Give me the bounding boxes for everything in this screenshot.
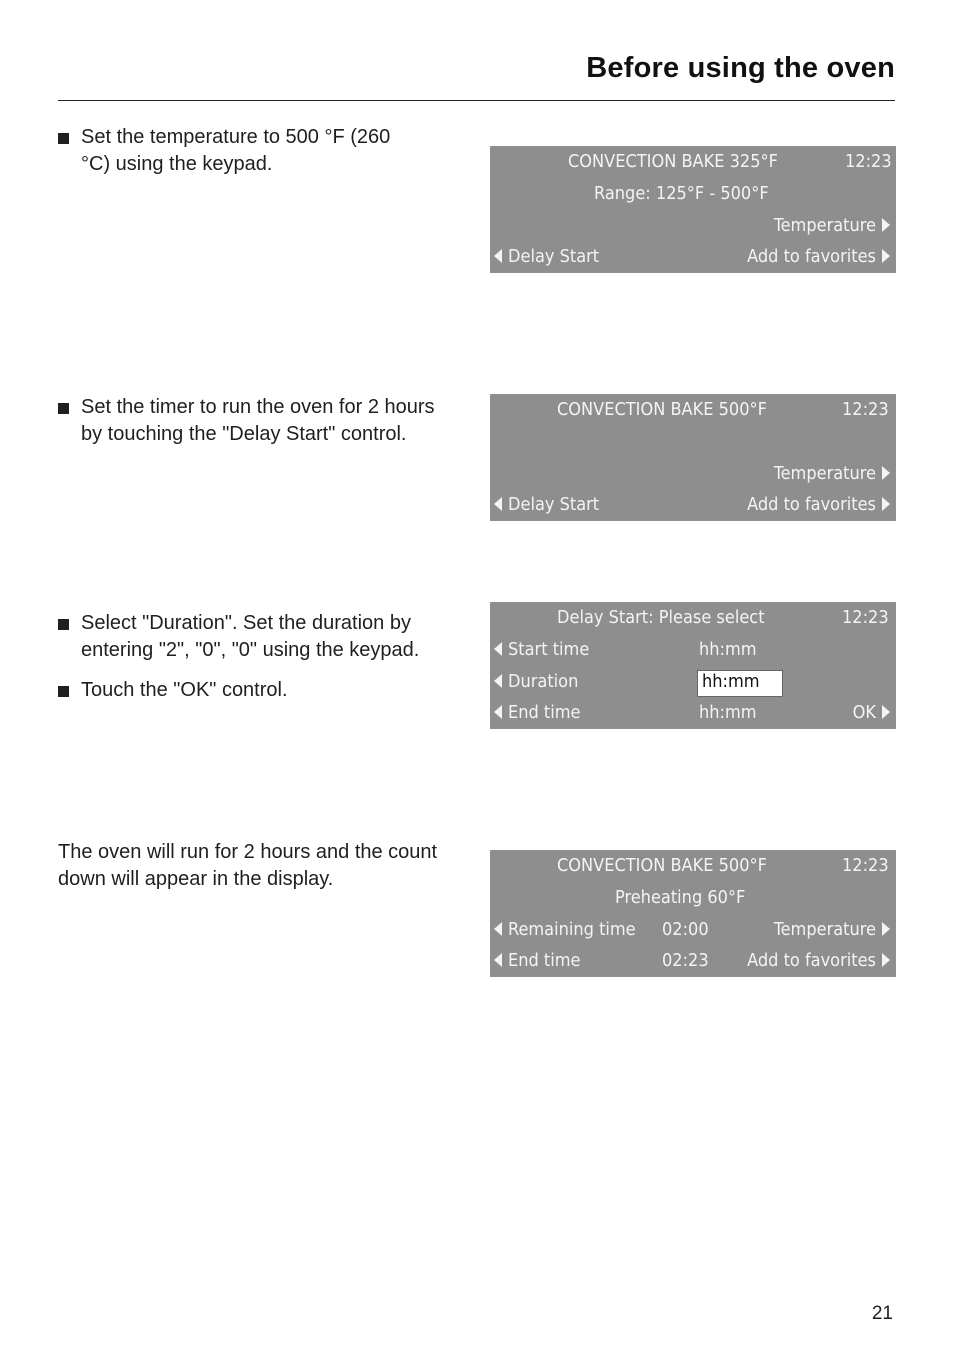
arrow-right-icon <box>882 466 890 480</box>
oven-display-2 <box>490 394 896 521</box>
end-time-row <box>490 697 896 729</box>
arrow-right-icon <box>882 705 890 719</box>
oven-display-4 <box>490 850 896 977</box>
arrow-right-icon <box>882 497 890 511</box>
start-time-row[interactable] <box>490 634 896 666</box>
display-clock: 12:23 <box>845 151 892 172</box>
bullet-item <box>58 394 468 448</box>
display-bottom-row <box>490 489 896 521</box>
bullet-square-icon <box>58 619 69 630</box>
temperature-label: Temperature <box>773 919 876 940</box>
step-2 <box>58 394 468 461</box>
temperature-option[interactable] <box>774 463 890 485</box>
title-divider <box>58 100 895 101</box>
duration-option[interactable] <box>494 671 578 693</box>
display-title-row <box>490 602 896 634</box>
end-time-label: End time <box>508 950 581 971</box>
oven-display-3 <box>490 602 896 729</box>
add-to-favorites-option[interactable] <box>747 246 890 268</box>
temperature-label: Temperature <box>773 215 876 236</box>
remaining-time-row <box>490 914 896 946</box>
end-time-option[interactable] <box>494 950 581 972</box>
remaining-time-option[interactable] <box>494 919 636 941</box>
favorites-label: Add to favorites <box>747 950 876 971</box>
display-range-row <box>490 178 896 210</box>
step-3 <box>58 610 468 717</box>
end-time-label: End time <box>508 702 581 723</box>
step-1-text: Set the temperature to 500 °F (260 °C) using the keypad. <box>81 126 391 175</box>
favorites-label: Add to favorites <box>747 494 876 515</box>
ok-button[interactable] <box>853 702 890 724</box>
display-title-row <box>490 146 896 178</box>
temperature-label: Temperature <box>773 463 876 484</box>
display-mode-title: CONVECTION BAKE 500°F <box>557 399 767 420</box>
add-to-favorites-option[interactable] <box>747 950 890 972</box>
end-time-value: 02:23 <box>662 950 709 971</box>
step-3-text-2: Touch the "OK" control. <box>81 679 288 701</box>
end-time-option[interactable] <box>494 702 581 724</box>
page-title: Before using the oven <box>586 52 895 84</box>
bullet-square-icon <box>58 686 69 697</box>
display-mode-title: CONVECTION BAKE 500°F <box>557 855 767 876</box>
arrow-right-icon <box>882 218 890 232</box>
display-clock: 12:23 <box>842 607 889 628</box>
temperature-option[interactable] <box>774 215 890 237</box>
remaining-time-label: Remaining time <box>508 919 636 940</box>
preheating-status: Preheating 60°F <box>615 887 746 908</box>
page-number: 21 <box>871 1303 893 1324</box>
duration-input[interactable]: hh:mm <box>697 670 783 697</box>
step-3-text-1: Select "Duration". Set the duration by entering "2", "0", "0" using the keypad. <box>81 612 420 661</box>
display-title-row <box>490 850 896 882</box>
display-temperature-row[interactable] <box>490 210 896 242</box>
step-4-text: The oven will run for 2 hours and the count down will appear in the display. <box>58 841 438 890</box>
delay-start-label: Delay Start <box>508 246 600 267</box>
temperature-range: Range: 125°F - 500°F <box>594 183 769 204</box>
display-temperature-row[interactable] <box>490 458 896 490</box>
step-2-text: Set the timer to run the oven for 2 hours by touching the "Delay Start" control. <box>81 396 435 445</box>
arrow-right-icon <box>882 922 890 936</box>
arrow-left-icon <box>494 249 502 263</box>
arrow-right-icon <box>882 249 890 263</box>
display-title-row <box>490 394 896 426</box>
oven-display-1 <box>490 146 896 273</box>
display-bottom-row <box>490 241 896 273</box>
arrow-left-icon <box>494 705 502 719</box>
temperature-option[interactable] <box>774 919 890 941</box>
arrow-left-icon <box>494 922 502 936</box>
preheating-row <box>490 882 896 914</box>
start-time-label: Start time <box>508 639 590 660</box>
duration-row[interactable] <box>490 666 896 698</box>
bullet-item <box>58 610 468 664</box>
bullet-square-icon <box>58 133 69 144</box>
start-time-option[interactable] <box>494 639 589 661</box>
delay-start-label: Delay Start <box>508 494 600 515</box>
add-to-favorites-option[interactable] <box>747 494 890 516</box>
step-1 <box>58 124 468 191</box>
start-time-value: hh:mm <box>699 639 757 660</box>
arrow-left-icon <box>494 497 502 511</box>
ok-label: OK <box>852 702 876 723</box>
delay-start-option[interactable] <box>494 494 599 516</box>
display-mode-title: CONVECTION BAKE 325°F <box>568 151 778 172</box>
display-clock: 12:23 <box>842 855 889 876</box>
bullet-item <box>58 124 468 178</box>
remaining-time-value: 02:00 <box>662 919 709 940</box>
end-time-row <box>490 945 896 977</box>
arrow-left-icon <box>494 953 502 967</box>
favorites-label: Add to favorites <box>747 246 876 267</box>
duration-label: Duration <box>508 671 579 692</box>
display-prompt-title: Delay Start: Please select <box>557 607 765 628</box>
bullet-square-icon <box>58 403 69 414</box>
arrow-left-icon <box>494 674 502 688</box>
arrow-right-icon <box>882 953 890 967</box>
end-time-value: hh:mm <box>699 702 757 723</box>
display-clock: 12:23 <box>842 399 889 420</box>
arrow-left-icon <box>494 642 502 656</box>
delay-start-option[interactable] <box>494 246 599 268</box>
bullet-item <box>58 677 468 704</box>
